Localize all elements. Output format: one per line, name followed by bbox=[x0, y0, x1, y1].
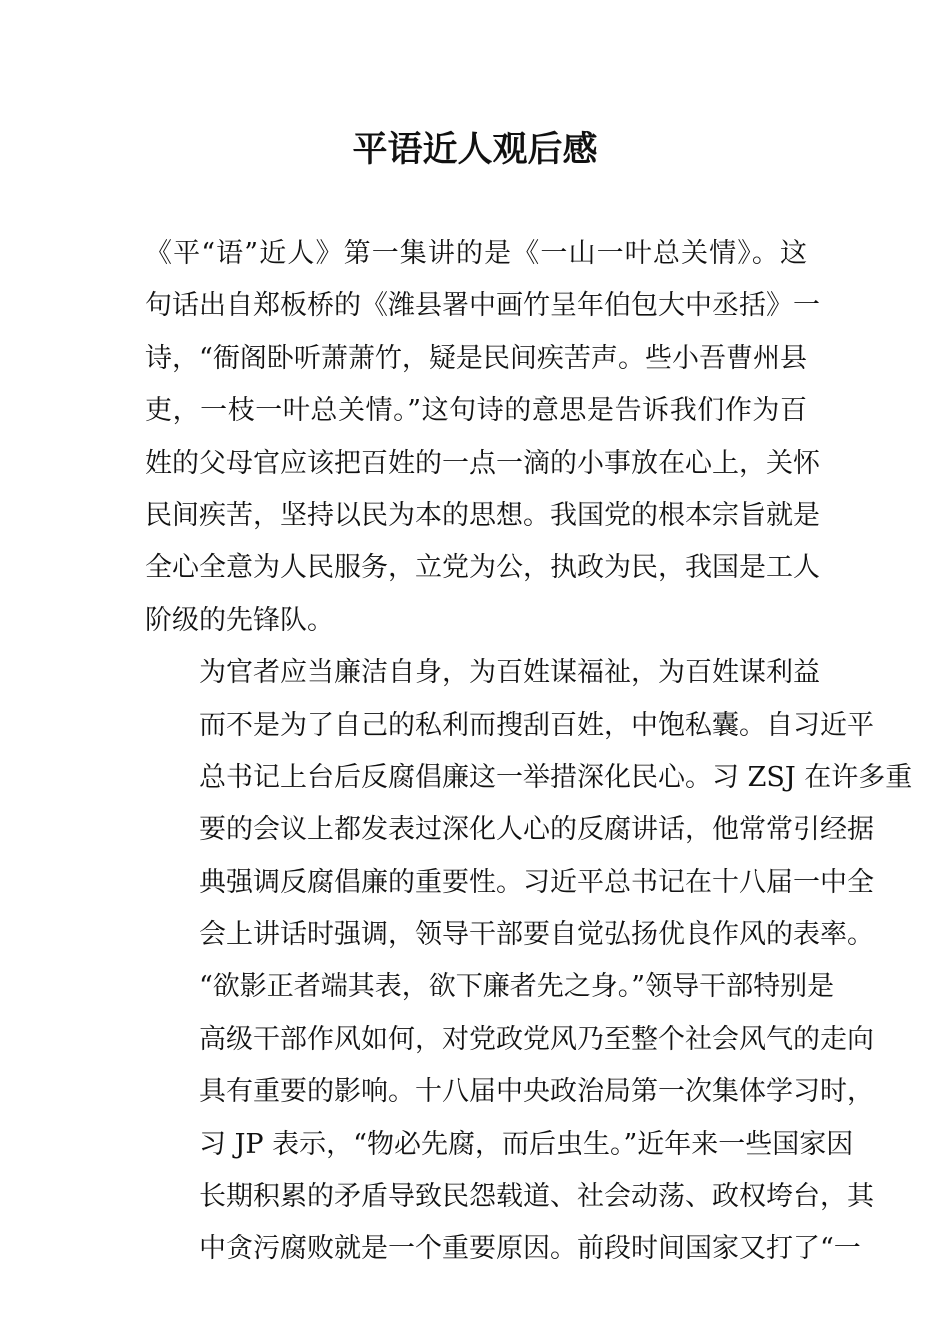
text-line: 全心全意为人民服务，立党为公，执政为民，我国是工人 bbox=[145, 552, 820, 584]
text-line: 民间疾苦，坚持以民为本的思想。我国党的根本宗旨就是 bbox=[145, 499, 820, 531]
text-line: 阶级的先锋队。 bbox=[145, 604, 334, 636]
text-line: 《平“语”近人》第一集讲的是《一山一叶总关情》。这 bbox=[145, 238, 807, 269]
text-line: 典强调反腐倡廉的重要性。习近平总书记在十八届一中全 bbox=[199, 866, 874, 898]
text-line: 高级干部作风如何，对党政党风乃至整个社会风气的走向 bbox=[199, 1023, 874, 1055]
text-line: “欲影正者端其表，欲下廉者先之身。”领导干部特别是 bbox=[199, 971, 835, 1003]
text-line: 诗，“衙阁卧听萧萧竹，疑是民间疾苦声。些小吾曹州县 bbox=[145, 342, 807, 374]
text-line: 习 JP 表示，“物必先腐，而后虫生。”近年来一些国家因 bbox=[199, 1128, 854, 1160]
text-line: 总书记上台后反腐倡廉这一举措深化民心。习 ZSJ 在许多重 bbox=[199, 761, 913, 793]
text-line: 而不是为了自己的私利而搜刮百姓，中饱私囊。自习近平 bbox=[199, 709, 874, 741]
text-line: 要的会议上都发表过深化人心的反腐讲话，他常常引经据 bbox=[199, 814, 874, 846]
text-line: 吏，一枝一叶总关情。”这句诗的意思是告诉我们作为百 bbox=[145, 395, 807, 427]
text-line: 具有重要的影响。十八届中央政治局第一次集体学习时， bbox=[199, 1076, 874, 1108]
text-line: 中贪污腐败就是一个重要原因。前段时间国家又打了“一 bbox=[199, 1233, 861, 1265]
document-title: 平语近人观后感 bbox=[352, 130, 598, 170]
paragraph bbox=[145, 228, 820, 647]
text-line: 姓的父母官应该把百姓的一点一滴的小事放在心上，关怀 bbox=[145, 447, 820, 479]
document-body bbox=[145, 228, 913, 1276]
text-line: 会上讲话时强调，领导干部要自觉弘扬优良作风的表率。 bbox=[199, 919, 874, 951]
text-line: 长期积累的矛盾导致民怨载道、社会动荡、政权垮台，其 bbox=[199, 1181, 874, 1213]
paragraph bbox=[145, 647, 913, 1276]
text-line: 句话出自郑板桥的《潍县署中画竹呈年伯包大中丞括》一 bbox=[145, 290, 820, 322]
text-line: 为官者应当廉洁自身，为百姓谋福祉，为百姓谋利益 bbox=[199, 657, 820, 689]
